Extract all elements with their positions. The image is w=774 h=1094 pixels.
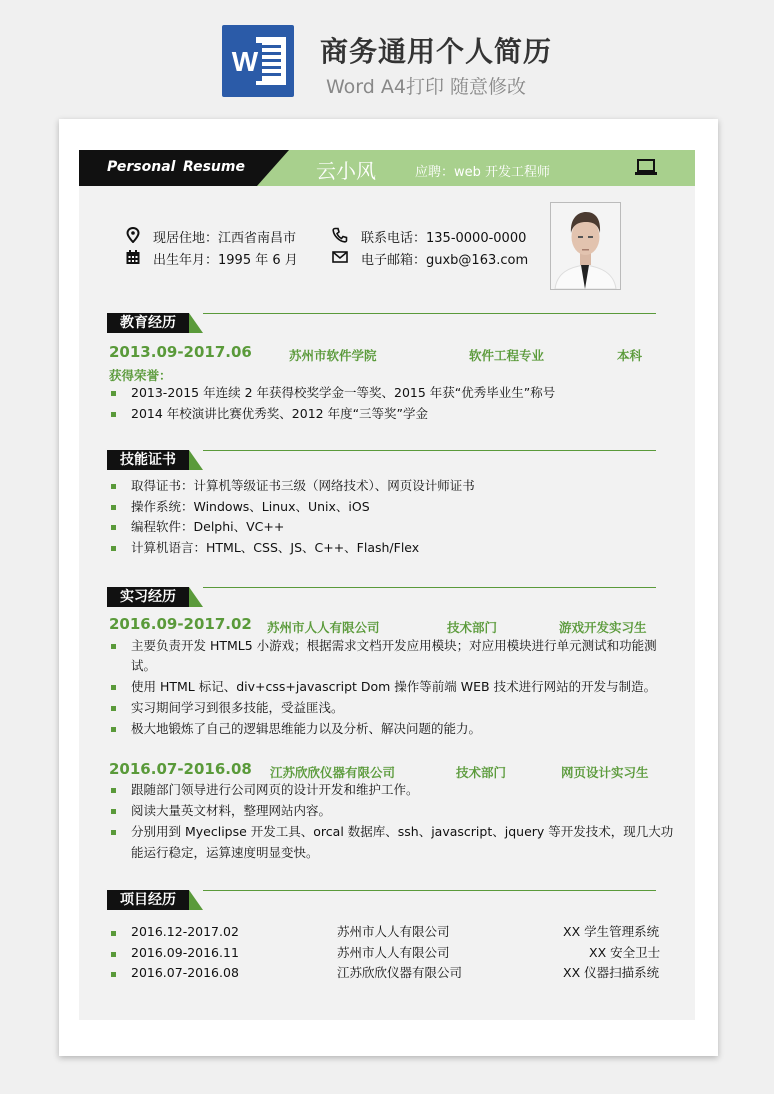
word-letter: W	[228, 43, 262, 81]
bullet	[111, 727, 116, 732]
bullet	[111, 931, 116, 936]
bullet	[111, 972, 116, 977]
project-period: 2016.07-2016.08	[131, 965, 239, 980]
phone-icon	[332, 227, 348, 243]
internship-title: 实习经历	[107, 587, 189, 607]
header-black-slant	[257, 150, 289, 186]
bullet	[111, 706, 116, 711]
job-company: 苏州市人人有限公司	[267, 620, 380, 635]
skills-section-head	[107, 448, 656, 470]
header-resume-label: Resume	[183, 159, 245, 175]
project-company: 江苏欣欣仪器有限公司	[337, 965, 463, 980]
laptop-icon	[635, 159, 657, 177]
project-period: 2016.09-2016.11	[131, 945, 239, 960]
job-target: 应聘：web 开发工程师	[415, 165, 551, 180]
job-period: 2016.07-2016.08	[109, 760, 252, 778]
email-icon	[332, 249, 348, 265]
education-title: 教育经历	[107, 313, 189, 333]
location-icon	[125, 227, 141, 243]
honor-item: 2014 年校演讲比赛优秀奖、2012 年度“三等奖”学金	[131, 406, 429, 421]
job-dept: 技术部门	[456, 765, 507, 780]
email-text: 电子邮箱：guxb@163.com	[361, 253, 529, 268]
birth-text: 出生年月：1995 年 6 月	[153, 253, 298, 268]
calendar-icon	[125, 249, 141, 265]
section-divider	[203, 890, 656, 891]
job-role: 网页设计实习生	[561, 765, 649, 780]
bullet	[111, 809, 116, 814]
job-duty-cont: 试。	[131, 658, 157, 673]
job-duty: 极大地锻炼了自己的逻辑思维能力以及分析、解决问题的能力。	[131, 721, 482, 736]
project-name: XX 安全卫士	[589, 945, 661, 960]
location-text: 现居住地：江西省南昌市	[153, 231, 297, 246]
bullet	[111, 505, 116, 510]
profile-photo	[550, 202, 621, 290]
bullet	[111, 830, 116, 835]
education-period: 2013.09-2017.06	[109, 343, 252, 361]
job-role: 游戏开发实习生	[559, 620, 647, 635]
job-duty: 使用 HTML 标记、div+css+javascript Dom 操作等前端 WEB 技术进行网站的开发与制造。	[131, 679, 657, 694]
job-duty-cont: 能运行稳定，运算速度明显变快。	[131, 845, 319, 860]
candidate-name: 云小风	[316, 159, 376, 183]
project-company: 苏州市人人有限公司	[337, 924, 450, 939]
bullet	[111, 952, 116, 957]
job-duty: 主要负责开发 HTML5 小游戏；根据需求文档开发应用模块；对应用模块进行单元测试和功能测	[131, 638, 657, 653]
banner-title: 商务通用个人简历	[320, 35, 553, 68]
section-slant	[189, 587, 203, 607]
job-duty: 分别用到 Myeclipse 开发工具、orcal 数据库、ssh、javascript、jquery 等开发技术，现几大功	[131, 824, 674, 839]
education-degree: 本科	[617, 348, 643, 363]
resume-header-bar	[79, 150, 695, 186]
section-divider	[203, 450, 656, 451]
project-period: 2016.12-2017.02	[131, 924, 239, 939]
skill-item: 计算机语言：HTML、CSS、JS、C++、Flash/Flex	[131, 540, 420, 555]
project-name: XX 学生管理系统	[563, 924, 660, 939]
job-dept: 技术部门	[447, 620, 498, 635]
education-section-head	[107, 311, 656, 333]
portrait-image	[551, 203, 620, 289]
skill-item: 取得证书：计算机等级证书三级（网络技术）、网页设计师证书	[131, 478, 475, 493]
bullet	[111, 644, 116, 649]
job-duty: 阅读大量英文材料，整理网站内容。	[131, 803, 332, 818]
honors-label: 获得荣誉：	[109, 368, 172, 383]
bullet	[111, 546, 116, 551]
bullet	[111, 788, 116, 793]
job-duty: 跟随部门领导进行公司网页的设计开发和维护工作。	[131, 782, 419, 797]
skill-item: 编程软件：Delphi、VC++	[131, 519, 285, 534]
bullet	[111, 484, 116, 489]
skill-item: 操作系统：Windows、Linux、Unix、iOS	[131, 499, 370, 514]
section-slant	[189, 450, 203, 470]
section-slant	[189, 313, 203, 333]
bullet	[111, 412, 116, 417]
banner	[0, 0, 774, 112]
education-major: 软件工程专业	[469, 348, 545, 363]
project-company: 苏州市人人有限公司	[337, 945, 450, 960]
honor-item: 2013-2015 年连续 2 年获得校奖学金一等奖、2015 年获“优秀毕业生”称号	[131, 385, 556, 400]
section-slant	[189, 890, 203, 910]
job-company: 江苏欣欣仪器有限公司	[270, 765, 396, 780]
projects-title: 项目经历	[107, 890, 189, 910]
job-period: 2016.09-2017.02	[109, 615, 252, 633]
projects-section-head	[107, 888, 656, 910]
education-school: 苏州市软件学院	[289, 348, 377, 363]
banner-subtitle: Word A4打印 随意修改	[326, 76, 527, 98]
resume-sheet	[59, 119, 718, 1056]
resume-content	[79, 150, 695, 1020]
project-name: XX 仪器扫描系统	[563, 965, 660, 980]
header-personal-label: Personal	[107, 159, 176, 175]
skills-title: 技能证书	[107, 450, 189, 470]
phone-text: 联系电话：135-0000-0000	[361, 231, 527, 246]
bullet	[111, 525, 116, 530]
job-duty: 实习期间学习到很多技能，受益匪浅。	[131, 700, 344, 715]
section-divider	[203, 587, 656, 588]
internship-section-head	[107, 585, 656, 607]
bullet	[111, 391, 116, 396]
word-app-icon	[222, 25, 294, 97]
bullet	[111, 685, 116, 690]
section-divider	[203, 313, 656, 314]
